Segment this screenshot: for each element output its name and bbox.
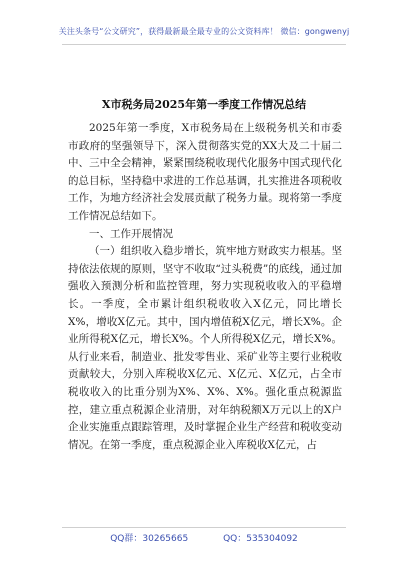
intro-paragraph: 2025年第一季度，X市税务局在上级税务机关和市委市政府的坚强领导下，深入贯彻落实党的XX大及二十届二中、三中全会精神，紧紧围绕税收现代化服务中国式现代化的总目标，坚持稳中求进的工作总基调，扎实推进各项税收工作，为地方经济社会发展贡献了税务力量。现将第一季度工作情况总结如下。 [68, 122, 342, 222]
section-heading: 一、工作开展情况 [89, 227, 173, 240]
header-note: 关注头条号“公文研究”，获得最新最全最专业的公文资料库！ 微信：gongwenyj [58, 27, 350, 36]
subsection-paragraph: （一）组织收入稳步增长，筑牢地方财政实力根基。坚持依法依规的原则，坚守不收取“过头税费”的底线，通过加强收入预测分析和监控管理，努力实现税收收入的平稳增长。一季度，全市累计组织税收收入X亿元，同比增长X%，增收X亿元。其中，国内增值税X亿元，增长X%。企业所得税X亿元，增长X%。个人所得税X亿元，增长X%。从行业来看，制造业、批发零售业、采矿业等主要行业税收贡献较大，分别入库税收X亿元、X亿元、X亿元，占全市税收收入的比重分别为X%、X%、X%。强化重点税源监控，建立重点税源企业清册，对年纳税额X万元以上的X户企业实施重点跟踪管理，及时掌握企业生产经营和税收变动情况。在第一季度，重点税源企业入库税收X亿元，占 [68, 245, 342, 451]
document-body [68, 120, 342, 454]
footer-qq: QQ：535304092 [223, 534, 298, 544]
footer-qq-group: QQ群：30265665 [110, 534, 189, 544]
footer [0, 531, 408, 544]
header-divider [62, 44, 346, 45]
document-title: X市税务局2025年第一季度工作情况总结 [101, 98, 307, 111]
footer-divider [62, 527, 346, 528]
